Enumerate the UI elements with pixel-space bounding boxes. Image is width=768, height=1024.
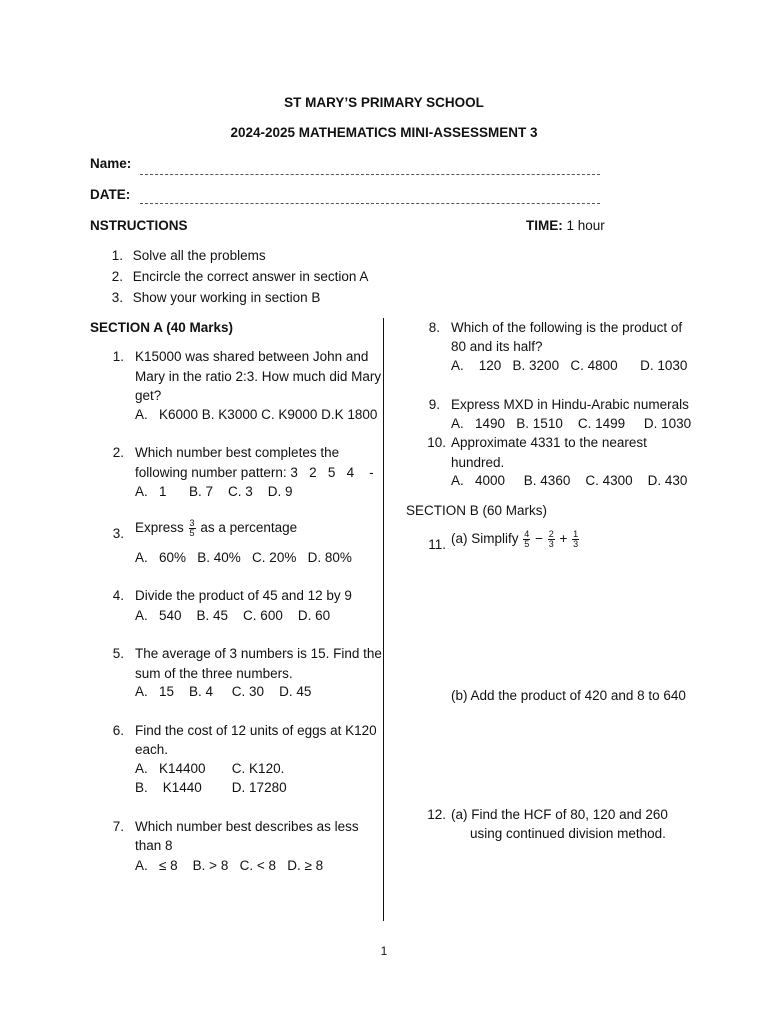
question-text: Find the cost of 12 units of eggs at K120 [135, 723, 377, 738]
question-text: than 8 [135, 838, 173, 853]
minus-operator: − [535, 531, 543, 547]
fraction-numerator: 4 [524, 529, 530, 539]
instruction-item [105, 248, 266, 263]
question-text: The average of 3 numbers is 15. Find the [135, 646, 382, 661]
part-b-text: (b) Add the product of 420 and 8 to 640 [451, 688, 686, 703]
instruction-number: 1. [111, 248, 123, 263]
column-divider [383, 318, 384, 921]
name-field[interactable] [140, 174, 600, 175]
fraction-denominator: 3 [548, 539, 554, 549]
page-number: 1 [380, 944, 388, 958]
question-text [135, 519, 297, 538]
question-number: 6. [112, 723, 124, 738]
instruction-item [105, 269, 368, 284]
instruction-number: 3. [111, 290, 123, 305]
question-text: get? [135, 388, 162, 403]
answer-options[interactable]: A. K14400 C. K120. [135, 761, 285, 776]
fraction-denominator: 5 [524, 539, 530, 549]
question-text: (a) Find the HCF of 80, 120 and 260 [451, 807, 668, 822]
question-number: 12. [427, 807, 446, 822]
fraction [189, 519, 196, 538]
instruction-text: Encircle the correct answer in section A [132, 269, 369, 284]
instruction-number: 2. [111, 269, 123, 284]
time-label: TIME: [526, 218, 563, 233]
question-text: Express MXD in Hindu-Arabic numerals [451, 397, 689, 412]
answer-options[interactable]: B. K1440 D. 17280 [135, 780, 287, 795]
question-number: 5. [112, 646, 124, 661]
question-number: 4. [112, 588, 124, 603]
fraction-numerator: 2 [548, 529, 554, 539]
question-text: each. [135, 742, 169, 757]
fraction-denominator: 3 [573, 539, 579, 549]
answer-options[interactable]: A. 1490 B. 1510 C. 1499 D. 1030 [451, 416, 692, 431]
section-b-heading: SECTION B (60 Marks) [406, 503, 548, 518]
time-info [526, 218, 605, 233]
school-name: ST MARY’S PRIMARY SCHOOL [284, 95, 484, 110]
question-number: 10. [427, 435, 446, 450]
answer-options[interactable]: A. 120 B. 3200 C. 4800 D. 1030 [451, 358, 688, 373]
name-label: Name: [90, 156, 132, 171]
question-text: following number pattern: 3 2 5 4 - [135, 465, 374, 480]
part-a-label: (a) Simplify [451, 531, 519, 547]
fraction [523, 530, 530, 549]
fraction [572, 530, 579, 549]
answer-options[interactable]: A. 540 B. 45 C. 600 D. 60 [135, 608, 331, 623]
question-number: 3. [112, 526, 124, 541]
question-text: K15000 was shared between John and [135, 349, 369, 364]
fraction [548, 530, 555, 549]
date-label: DATE: [90, 187, 131, 202]
question-text: Mary in the ratio 2:3. How much did Mary [135, 369, 382, 384]
question-text-suffix: as a percentage [200, 520, 298, 536]
question-number: 2. [112, 445, 124, 460]
fraction-numerator: 1 [573, 529, 579, 539]
question-text: 80 and its half? [451, 339, 543, 354]
assessment-title: 2024-2025 MATHEMATICS MINI-ASSESSMENT 3 [230, 125, 538, 140]
question-text: Approximate 4331 to the nearest [451, 435, 647, 450]
fraction-denominator: 5 [189, 528, 195, 538]
question-number: 1. [112, 349, 124, 364]
answer-options[interactable]: A. 60% B. 40% C. 20% D. 80% [135, 550, 352, 565]
section-a-heading: SECTION A (40 Marks) [90, 320, 234, 335]
answer-options[interactable]: A. 1 B. 7 C. 3 D. 9 [135, 484, 293, 499]
question-number: 11. [428, 537, 446, 552]
question-text: Which of the following is the product of [451, 320, 683, 335]
question-number: 7. [112, 819, 124, 834]
answer-options[interactable]: A. 15 B. 4 C. 30 D. 45 [135, 684, 312, 699]
instruction-text: Solve all the problems [132, 248, 266, 263]
answer-options[interactable]: A. ≤ 8 B. > 8 C. < 8 D. ≥ 8 [135, 858, 324, 873]
question-text: Which number best completes the [135, 445, 340, 460]
question-number: 8. [428, 320, 440, 335]
question-text: hundred. [451, 455, 505, 470]
date-field[interactable] [140, 203, 600, 204]
instructions-heading: NSTRUCTIONS [90, 218, 188, 233]
question-text-prefix: Express [135, 520, 184, 536]
time-value: 1 hour [566, 218, 605, 233]
question-text: Divide the product of 45 and 12 by 9 [135, 588, 352, 603]
question-text: using continued division method. [470, 826, 666, 841]
answer-options[interactable]: A. K6000 B. K3000 C. K9000 D.K 1800 [135, 407, 378, 422]
instruction-text: Show your working in section B [132, 290, 321, 305]
answer-options[interactable]: A. 4000 B. 4360 C. 4300 D. 430 [451, 473, 688, 488]
fraction-numerator: 3 [189, 518, 195, 528]
question-text: sum of the three numbers. [135, 666, 293, 681]
question-text [451, 530, 580, 549]
question-text: Which number best describes as less [135, 819, 359, 834]
instruction-item [105, 290, 320, 305]
plus-operator: + [559, 531, 568, 547]
question-number: 9. [428, 397, 440, 412]
